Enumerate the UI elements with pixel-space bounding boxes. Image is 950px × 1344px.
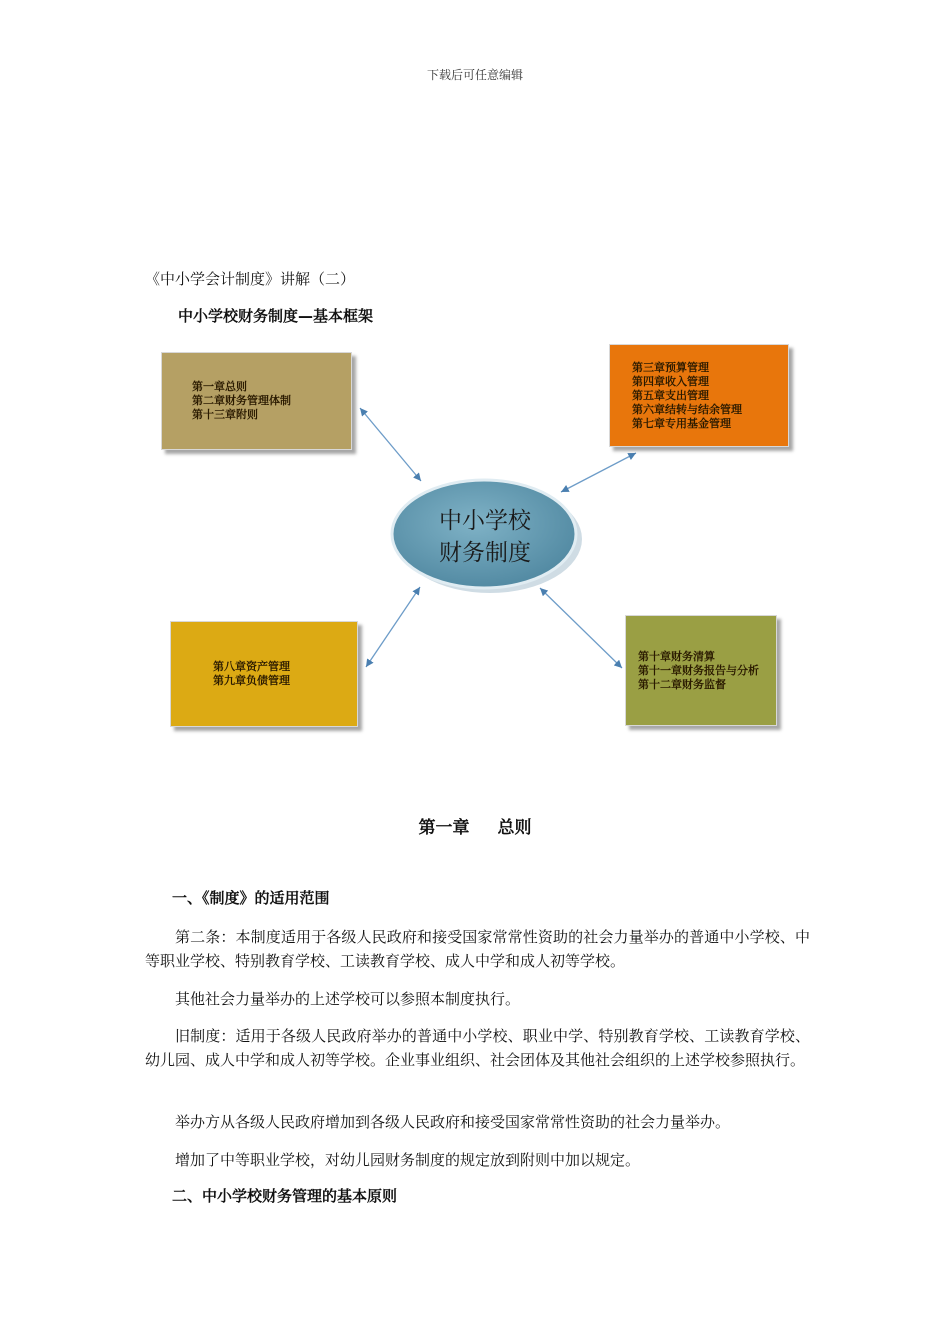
paragraph-organizer-change: 举办方从各级人民政府增加到各级人民政府和接受国家常常性资助的社会力量举办。 xyxy=(175,1113,731,1131)
box-line: 第十二章财务监督 xyxy=(638,677,726,691)
paragraph-old-system: 旧制度：适用于各级人民政府举办的普通中小学校、职业中学、特别教育学校、工读教育学校、幼儿园、成人中学和成人初等学校。企业事业组织、社会团体及其他社会组织的上述学校参照执行。 xyxy=(145,1027,810,1069)
page-header: 下载后可任意编辑 xyxy=(426,68,523,82)
box-line: 第二章财务管理体制 xyxy=(192,394,291,407)
paragraph-other-schools: 其他社会力量举办的上述学校可以参照本制度执行。 xyxy=(175,990,521,1008)
box-financial-liquidation xyxy=(625,615,777,726)
arrow-top-right xyxy=(561,453,636,492)
box-line: 第十章财务清算 xyxy=(638,649,715,663)
box-general-provisions xyxy=(161,352,352,450)
section-heading-principles: 二、中小学校财务管理的基本原则 xyxy=(172,1187,398,1205)
diagram-title: 中小学校财务制度—基本框架 xyxy=(178,307,374,325)
box-line: 第九章负债管理 xyxy=(213,674,290,687)
box-line: 第七章专用基金管理 xyxy=(632,416,731,430)
arrow-bottom-right xyxy=(540,588,622,668)
arrow-top-left xyxy=(360,408,421,481)
box-line: 第十一章财务报告与分析 xyxy=(638,663,759,677)
document-title: 《中小学会计制度》讲解（二） xyxy=(145,270,356,288)
box-line: 第一章总则 xyxy=(192,380,247,393)
chapter-name: 总则 xyxy=(497,818,532,838)
chapter-number: 第一章 xyxy=(418,818,470,838)
box-budget-management xyxy=(609,344,789,447)
paragraph-article-2: 第二条：本制度适用于各级人民政府和接受国家常常性资助的社会力量举办的普通中小学校、中等职业学校、特别教育学校、工读教育学校、成人中学和成人初等学校。 xyxy=(145,928,810,970)
section-heading-scope: 一、《制度》的适用范围 xyxy=(172,889,330,907)
center-label xyxy=(395,505,575,569)
box-line: 第六章结转与结余管理 xyxy=(632,402,742,416)
box-line: 第三章预算管理 xyxy=(632,360,709,374)
box-line: 第八章资产管理 xyxy=(213,660,290,673)
paragraph-vocational-added: 增加了中等职业学校，对幼儿园财务制度的规定放到附则中加以规定。 xyxy=(175,1151,641,1169)
arrow-bottom-left xyxy=(366,587,420,667)
box-line: 第四章收入管理 xyxy=(632,374,709,388)
chapter-heading xyxy=(0,813,950,838)
box-asset-management xyxy=(170,621,358,727)
box-line: 第五章支出管理 xyxy=(632,388,709,402)
center-label-line-1: 中小学校 xyxy=(439,508,531,534)
box-line: 第十三章附则 xyxy=(192,408,258,421)
center-label-line-2: 财务制度 xyxy=(439,540,531,566)
